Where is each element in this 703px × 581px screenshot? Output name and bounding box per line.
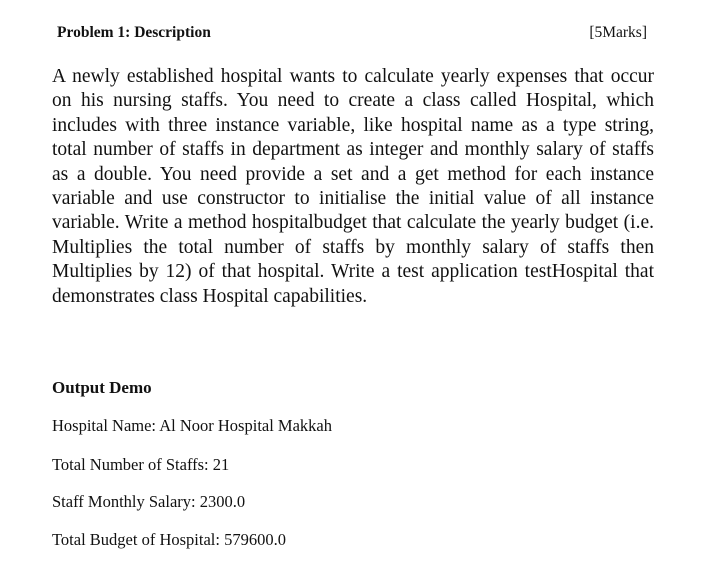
output-line-staff-count: Total Number of Staffs: 21 [52, 455, 230, 474]
problem-header [57, 24, 647, 42]
problem-marks: [5Marks] [589, 24, 647, 41]
problem-description: A newly established hospital wants to calculate yearly expenses that occur on his nursing staffs. You need to create a class called Hospital, which includes with three instance variable, like hospital name as a type string, total number of staffs in department as integer and monthly salary of staffs as a double. You need provide a set and a get method for each instance variable and use constructor to initialise the initial value of all instance variable. Write a method hospitalbudget that calculate the yearly budget (i.e. Multiplies the total number of staffs by monthly salary of staffs then Multiplies by 12) of that hospital. Write a test application testHospital that demonstrates class Hospital capabilities. [52, 66, 654, 307]
output-demo-title: Output Demo [52, 378, 152, 397]
output-line-total-budget: Total Budget of Hospital: 579600.0 [52, 530, 286, 549]
problem-title: Problem 1: Description [57, 24, 211, 41]
output-line-hospital-name: Hospital Name: Al Noor Hospital Makkah [52, 416, 333, 435]
output-line-monthly-salary: Staff Monthly Salary: 2300.0 [52, 492, 246, 511]
